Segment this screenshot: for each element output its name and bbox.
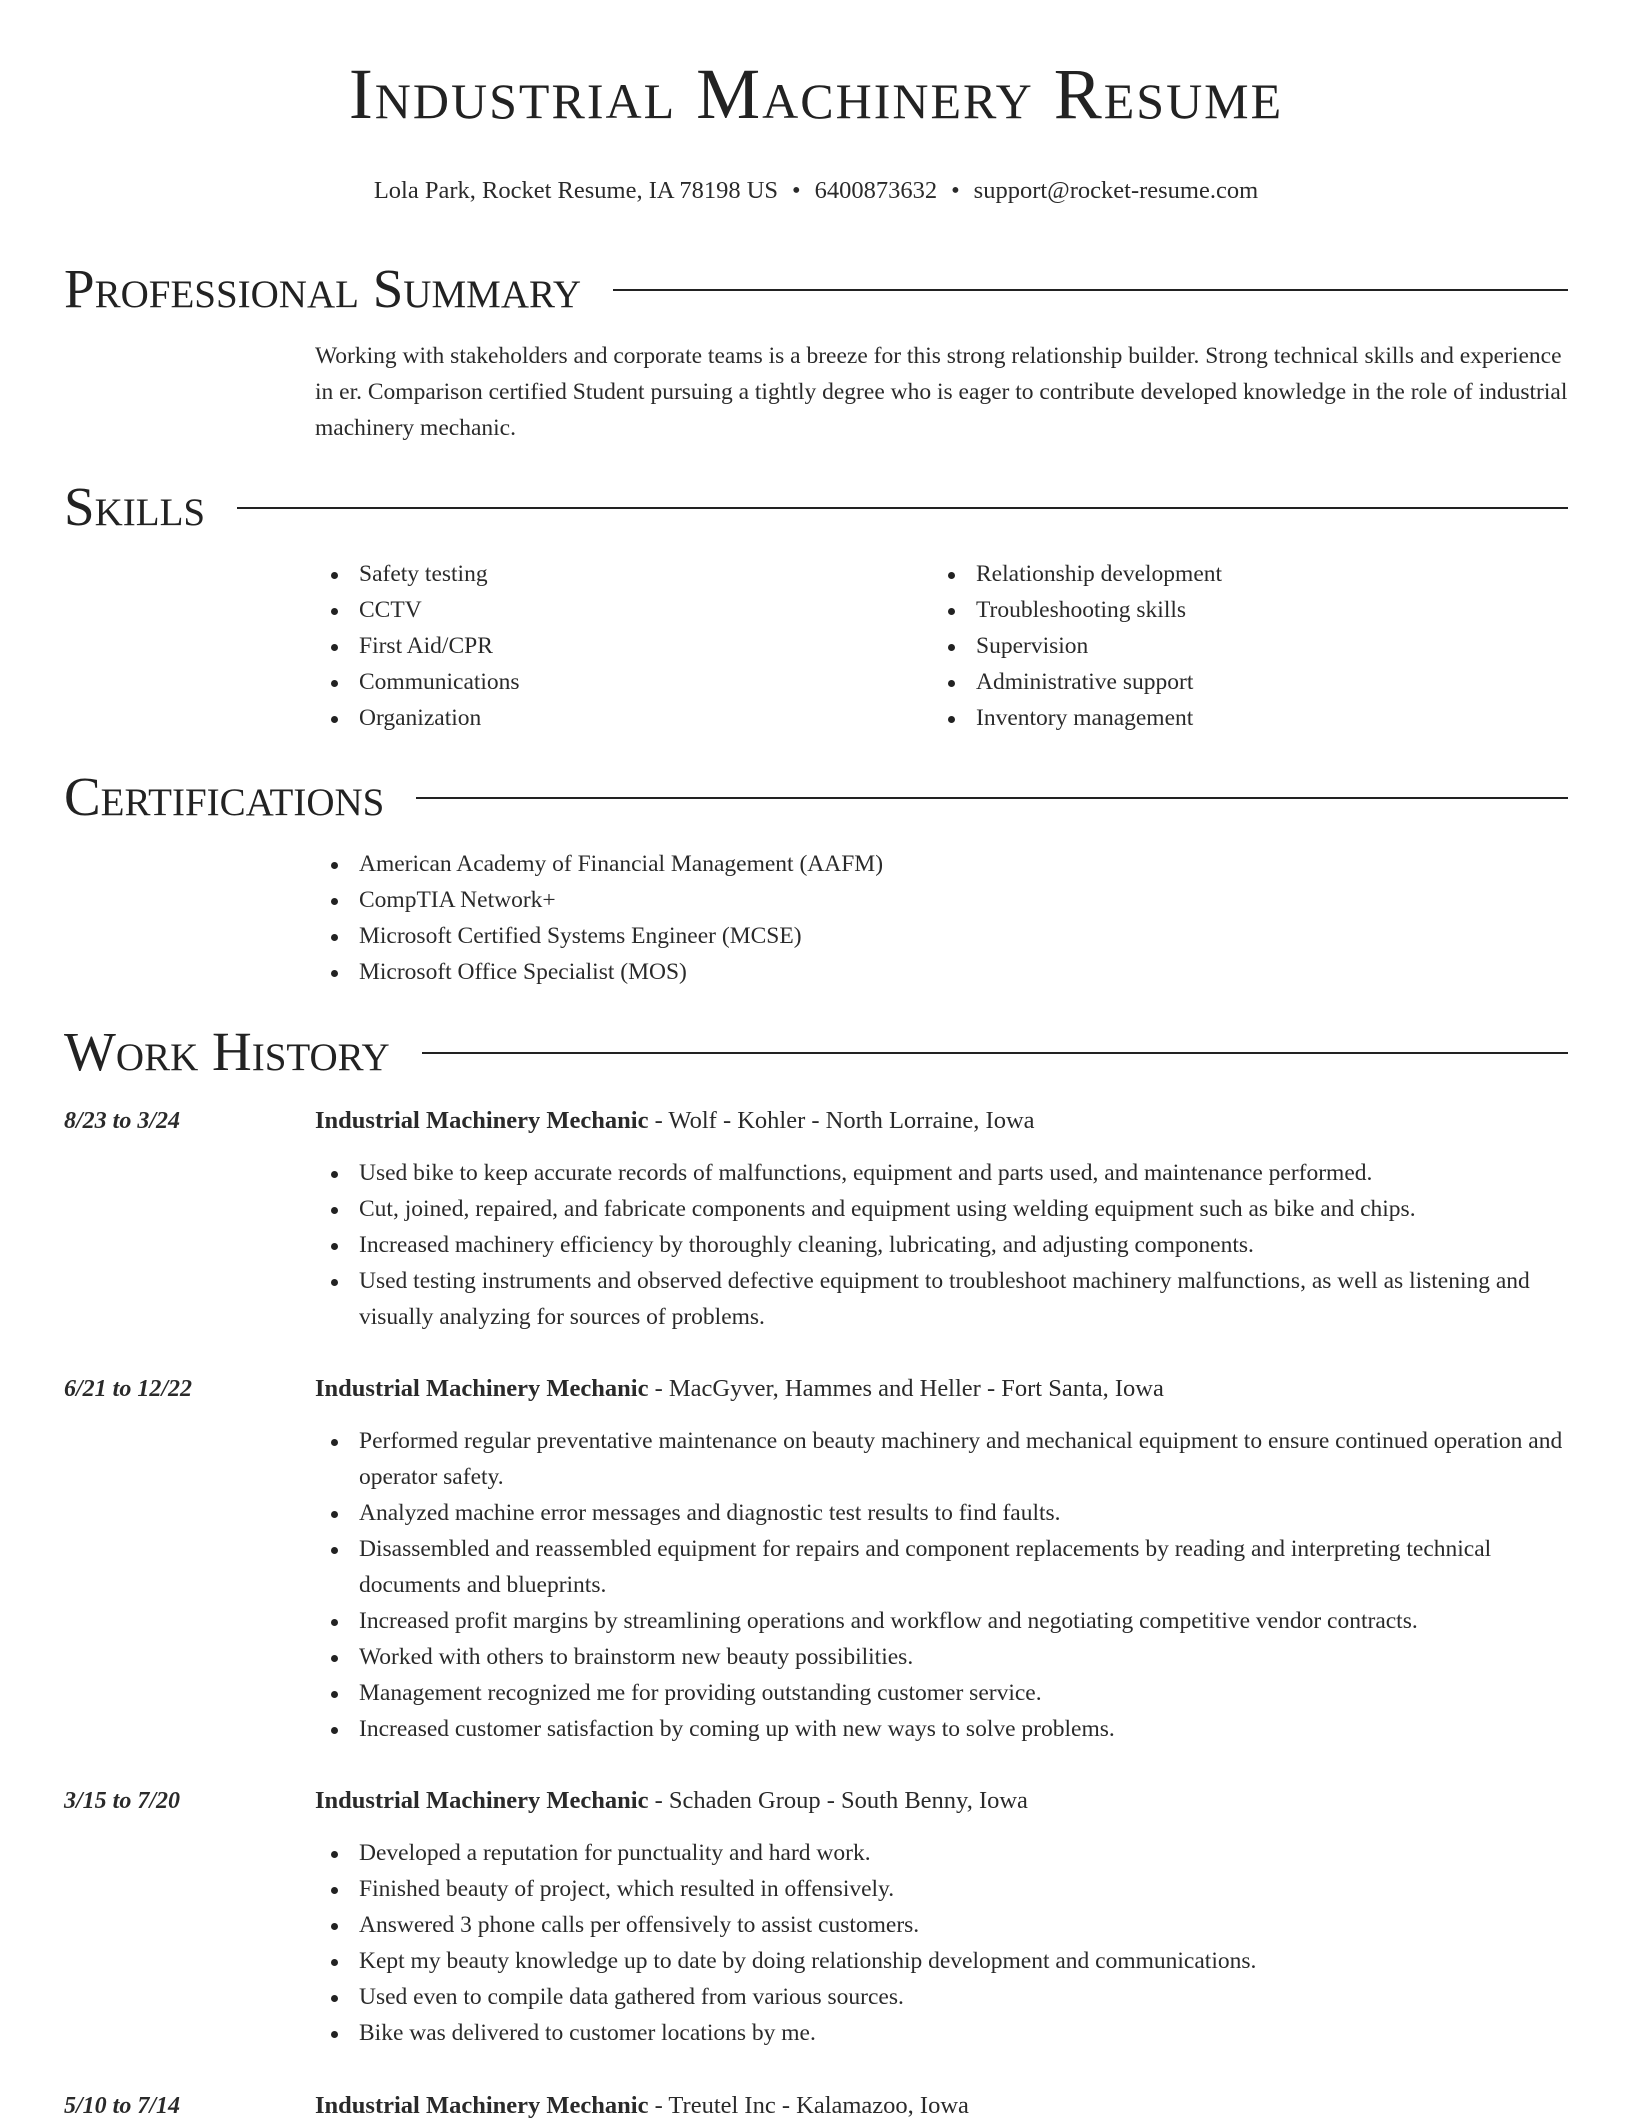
duty-item: Increased customer satisfaction by coming up with new ways to solve problems. <box>359 1711 1568 1747</box>
job-headline <box>315 1103 1568 1139</box>
duty-item: Cut, joined, repaired, and fabricate components and equipment using welding equipment such as bike and chips. <box>359 1191 1568 1227</box>
job-details: - Schaden Group - South Benny, Iowa <box>648 1787 1028 1814</box>
job-role: Industrial Machinery Mechanic <box>315 1107 649 1134</box>
skill-item: Administrative support <box>976 664 1549 700</box>
job-role: Industrial Machinery Mechanic <box>315 1787 649 1814</box>
section-heading-skills <box>64 476 1568 537</box>
skill-item: Inventory management <box>976 700 1549 736</box>
contact-email: support@rocket-resume.com <box>973 177 1259 204</box>
contact-separator: • <box>951 177 960 204</box>
job-dates: 3/15 to 7/20 <box>64 1788 181 1814</box>
duty-item: Performed regular preventative maintenance on beauty machinery and mechanical equipment to ensure continued operation and operator safety. <box>359 1423 1568 1495</box>
duty-item: Bike was delivered to customer locations by me. <box>359 2015 1568 2051</box>
section-divider <box>613 289 1568 291</box>
section-divider <box>422 1052 1568 1054</box>
section-title: Certifications <box>64 766 385 827</box>
section-title: Work History <box>64 1021 390 1082</box>
section-divider <box>416 797 1568 799</box>
skill-item: Communications <box>359 664 932 700</box>
job-dates: 5/10 to 7/14 <box>64 2093 181 2119</box>
duty-item: Analyzed machine error messages and diagnostic test results to find faults. <box>359 1495 1568 1531</box>
certification-item: Microsoft Certified Systems Engineer (MCSE) <box>359 918 1568 954</box>
section-title: Professional Summary <box>64 258 582 319</box>
job-headline <box>315 1783 1568 1819</box>
job-duties <box>315 1835 1568 2051</box>
duty-item: Finished beauty of project, which resulted in offensively. <box>359 1871 1568 1907</box>
certification-item: CompTIA Network+ <box>359 882 1568 918</box>
job-headline <box>315 1371 1568 1407</box>
skill-item: Organization <box>359 700 932 736</box>
job-role: Industrial Machinery Mechanic <box>315 2092 649 2119</box>
section-heading-work-history <box>64 1021 1568 1082</box>
skill-item: CCTV <box>359 592 932 628</box>
job-dates: 6/21 to 12/22 <box>64 1376 193 1402</box>
duty-item: Used testing instruments and observed defective equipment to troubleshoot machinery malfunctions, as well as listening and visually analyzing for sources of problems. <box>359 1263 1568 1335</box>
skill-item: Relationship development <box>976 556 1549 592</box>
duty-item: Answered 3 phone calls per offensively to assist customers. <box>359 1907 1568 1943</box>
duty-item: Disassembled and reassembled equipment for repairs and component replacements by reading and interpreting technical documents and blueprints. <box>359 1531 1568 1603</box>
job-role: Industrial Machinery Mechanic <box>315 1375 649 1402</box>
duty-item: Developed a reputation for punctuality and hard work. <box>359 1835 1568 1871</box>
section-title: Skills <box>64 476 206 537</box>
skill-item: Safety testing <box>359 556 932 592</box>
skills-column-right <box>932 556 1549 736</box>
job-duties <box>315 1423 1568 1747</box>
contact-separator: • <box>792 177 801 204</box>
job-headline <box>315 2088 1568 2124</box>
duty-item: Used even to compile data gathered from various sources. <box>359 1979 1568 2015</box>
certification-item: American Academy of Financial Management (AAFM) <box>359 846 1568 882</box>
job-dates: 8/23 to 3/24 <box>64 1108 181 1134</box>
duty-item: Used bike to keep accurate records of malfunctions, equipment and parts used, and maintenance performed. <box>359 1155 1568 1191</box>
contact-line <box>64 176 1568 205</box>
job-details: - Wolf - Kohler - North Lorraine, Iowa <box>648 1107 1035 1134</box>
skills-column-left <box>315 556 932 736</box>
job-duties <box>315 1155 1568 1335</box>
contact-phone: 6400873632 <box>814 177 938 204</box>
duty-item: Kept my beauty knowledge up to date by doing relationship development and communications. <box>359 1943 1568 1979</box>
duty-item: Worked with others to brainstorm new beauty possibilities. <box>359 1639 1568 1675</box>
skill-item: Troubleshooting skills <box>976 592 1549 628</box>
certification-item: Microsoft Office Specialist (MOS) <box>359 954 1568 990</box>
duty-item: Management recognized me for providing outstanding customer service. <box>359 1675 1568 1711</box>
section-heading-certifications <box>64 766 1568 827</box>
certifications-list <box>315 846 1568 990</box>
section-heading-summary <box>64 258 1568 319</box>
job-details: - MacGyver, Hammes and Heller - Fort Santa, Iowa <box>648 1375 1164 1402</box>
skills-list <box>315 556 1568 736</box>
page-title: Industrial Machinery Resume <box>348 54 1284 134</box>
summary-text: Working with stakeholders and corporate teams is a breeze for this strong relationship builder. Strong technical skills and experience in er. Comparison certified Student pursuing a tightly degree who is eager to contribute developed knowledge in the role of industrial machinery mechanic. <box>315 343 1568 441</box>
skill-item: Supervision <box>976 628 1549 664</box>
job-details: - Treutel Inc - Kalamazoo, Iowa <box>648 2092 969 2119</box>
skill-item: First Aid/CPR <box>359 628 932 664</box>
section-divider <box>237 507 1568 509</box>
duty-item: Increased machinery efficiency by thoroughly cleaning, lubricating, and adjusting components. <box>359 1227 1568 1263</box>
duty-item: Increased profit margins by streamlining operations and workflow and negotiating competitive vendor contracts. <box>359 1603 1568 1639</box>
contact-address: Lola Park, Rocket Resume, IA 78198 US <box>373 177 779 204</box>
